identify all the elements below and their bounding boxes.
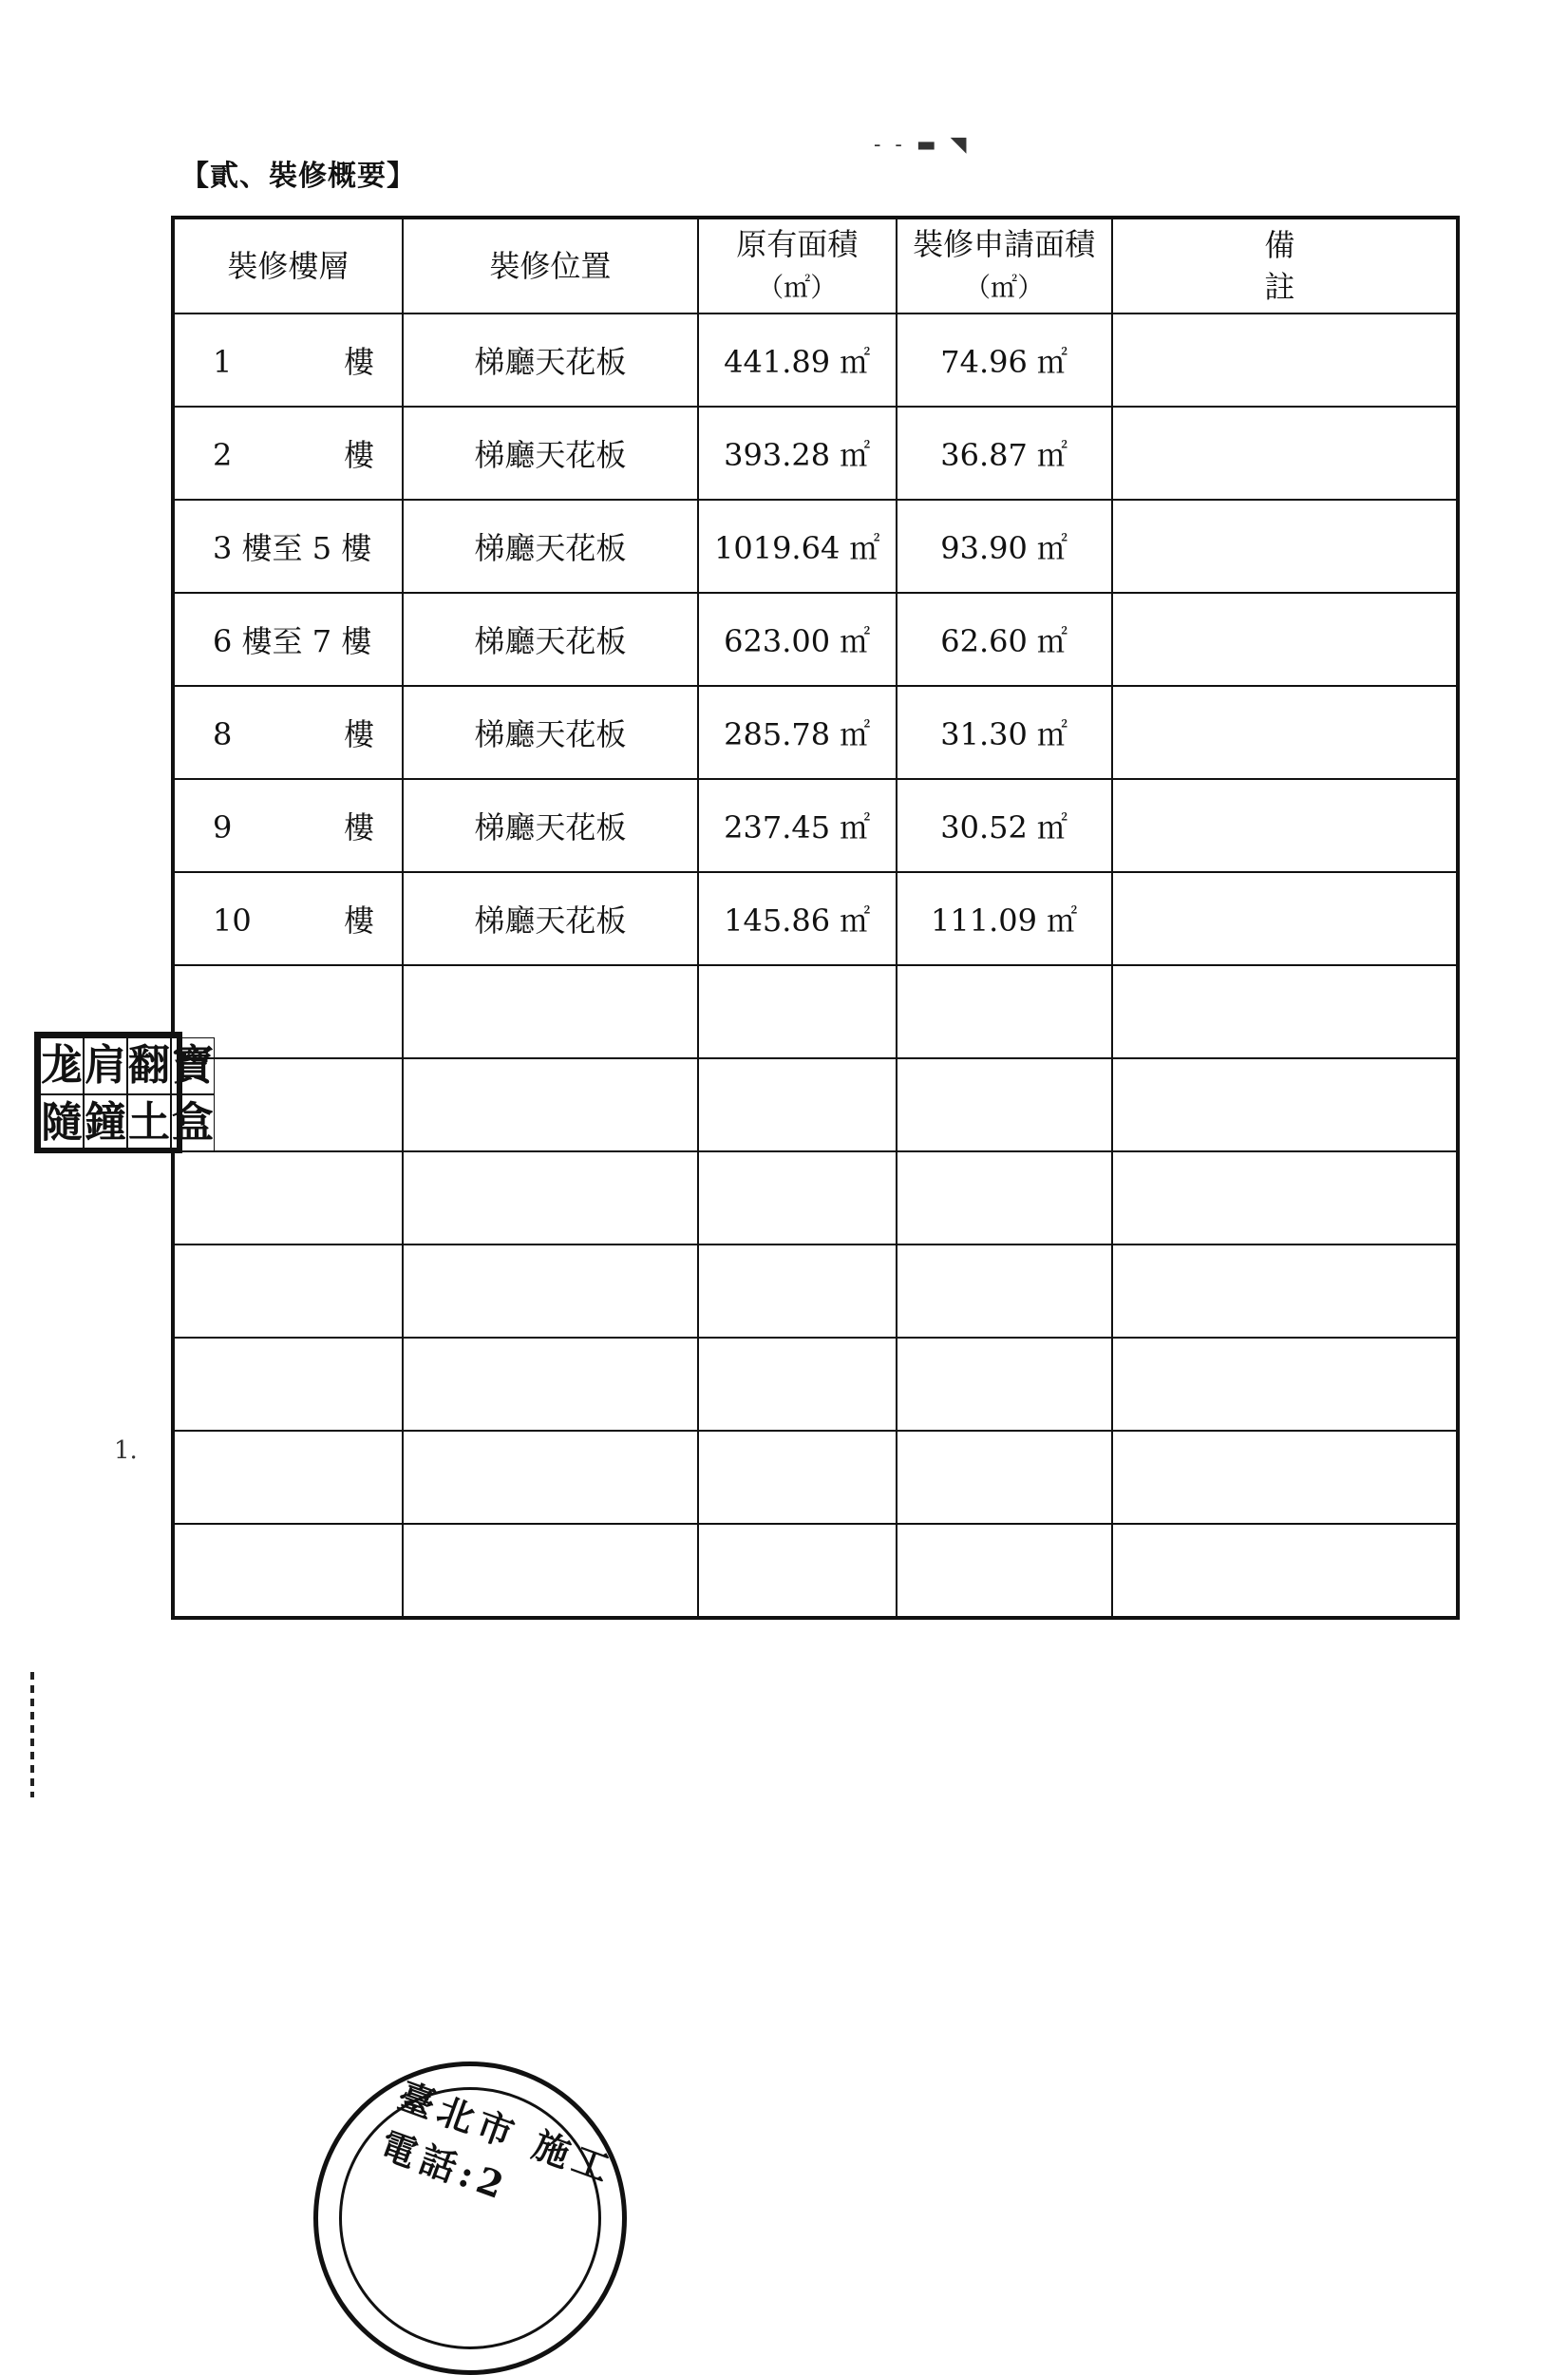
empty-cell xyxy=(897,1151,1112,1244)
empty-cell xyxy=(1112,1151,1458,1244)
floor-label xyxy=(213,431,374,475)
renovation-summary-table xyxy=(171,216,1460,1620)
company-seal-stamp xyxy=(34,1032,214,1153)
seal-glyph: 隨 xyxy=(40,1094,84,1151)
floor-cell xyxy=(173,500,403,593)
floor-number: 9 xyxy=(213,809,233,846)
floor-suffix: 樓 xyxy=(343,902,374,939)
empty-cell xyxy=(173,1151,403,1244)
note-cell xyxy=(1112,314,1458,407)
empty-cell xyxy=(698,1151,897,1244)
location-cell: 梯廳天花板 xyxy=(403,686,698,779)
original-area-cell: 623.00 ㎡ xyxy=(698,593,897,686)
floor-label xyxy=(213,897,374,940)
header-original-area-unit: （㎡） xyxy=(757,272,838,303)
floor-cell xyxy=(173,872,403,965)
original-area-cell: 441.89 ㎡ xyxy=(698,314,897,407)
floor-label xyxy=(213,338,374,382)
original-area-cell: 285.78 ㎡ xyxy=(698,686,897,779)
note-cell xyxy=(1112,407,1458,500)
table-row xyxy=(173,407,1458,500)
note-cell xyxy=(1112,872,1458,965)
note-cell xyxy=(1112,593,1458,686)
empty-cell xyxy=(403,1244,698,1338)
empty-cell xyxy=(173,1244,403,1338)
empty-cell xyxy=(698,1244,897,1338)
original-area-cell: 145.86 ㎡ xyxy=(698,872,897,965)
table-header-row xyxy=(173,218,1458,314)
location-cell: 梯廳天花板 xyxy=(403,593,698,686)
header-applied-area-unit: （㎡） xyxy=(964,272,1045,303)
location-cell: 梯廳天花板 xyxy=(403,407,698,500)
margin-mark: 1. xyxy=(114,1436,138,1465)
empty-cell xyxy=(1112,1338,1458,1431)
header-applied-area-label: 裝修申請面積 xyxy=(913,226,1096,262)
applied-area-cell: 111.09 ㎡ xyxy=(897,872,1112,965)
seal-glyph: 肩 xyxy=(84,1037,127,1094)
original-area-cell: 393.28 ㎡ xyxy=(698,407,897,500)
note-cell xyxy=(1112,500,1458,593)
empty-cell xyxy=(1112,1431,1458,1524)
empty-cell xyxy=(173,1431,403,1524)
empty-cell xyxy=(173,1338,403,1431)
table-row xyxy=(173,593,1458,686)
empty-cell xyxy=(403,1151,698,1244)
original-area-cell: 1019.64 ㎡ xyxy=(698,500,897,593)
applied-area-cell: 31.30 ㎡ xyxy=(897,686,1112,779)
empty-cell xyxy=(403,1431,698,1524)
section-title: 【貳、裝修概要】 xyxy=(180,160,416,193)
empty-cell xyxy=(173,1524,403,1618)
floor-suffix: 樓 xyxy=(343,809,374,846)
header-location: 裝修位置 xyxy=(403,218,698,314)
empty-cell xyxy=(698,1524,897,1618)
table-row-empty xyxy=(173,1151,1458,1244)
seal-glyph: 盒 xyxy=(171,1094,215,1151)
floor-number: 8 xyxy=(213,716,233,752)
table-row xyxy=(173,314,1458,407)
table-row xyxy=(173,779,1458,872)
location-cell: 梯廳天花板 xyxy=(403,779,698,872)
floor-number: 1 xyxy=(213,344,233,380)
empty-cell xyxy=(403,1338,698,1431)
floor-suffix: 樓 xyxy=(343,716,374,752)
location-cell: 梯廳天花板 xyxy=(403,314,698,407)
floor-suffix: 樓 xyxy=(343,344,374,380)
empty-cell xyxy=(897,965,1112,1058)
floor-cell xyxy=(173,779,403,872)
empty-cell xyxy=(1112,965,1458,1058)
floor-cell xyxy=(173,407,403,500)
table-row-empty xyxy=(173,1431,1458,1524)
table-row-empty xyxy=(173,1058,1458,1151)
floor-cell xyxy=(173,686,403,779)
floor-label xyxy=(213,804,374,847)
punch-margin-dashes xyxy=(30,1672,34,1797)
applied-area-cell: 30.52 ㎡ xyxy=(897,779,1112,872)
table-row-empty xyxy=(173,1524,1458,1618)
applied-area-cell: 93.90 ㎡ xyxy=(897,500,1112,593)
table-row-empty xyxy=(173,1244,1458,1338)
floor-cell xyxy=(173,593,403,686)
header-floor: 裝修樓層 xyxy=(173,218,403,314)
floor-label xyxy=(213,711,374,754)
floor-suffix: 樓 xyxy=(343,437,374,473)
floor-range: 6 樓至 7 樓 xyxy=(213,623,372,659)
table-row xyxy=(173,872,1458,965)
empty-cell xyxy=(897,1431,1112,1524)
empty-cell xyxy=(1112,1244,1458,1338)
note-cell xyxy=(1112,779,1458,872)
table-row xyxy=(173,500,1458,593)
original-area-cell: 237.45 ㎡ xyxy=(698,779,897,872)
empty-cell xyxy=(403,965,698,1058)
header-original-area xyxy=(698,218,897,314)
seal-glyph: 寶 xyxy=(171,1037,215,1094)
seal-glyph: 土 xyxy=(127,1094,171,1151)
note-cell xyxy=(1112,686,1458,779)
header-original-area-label: 原有面積 xyxy=(736,226,859,262)
floor-number: 2 xyxy=(213,437,233,473)
applied-area-cell: 36.87 ㎡ xyxy=(897,407,1112,500)
table-row-empty xyxy=(173,965,1458,1058)
table-row-empty xyxy=(173,1338,1458,1431)
floor-cell xyxy=(173,314,403,407)
empty-cell xyxy=(698,1431,897,1524)
applied-area-cell: 74.96 ㎡ xyxy=(897,314,1112,407)
seal-glyph: 鐘 xyxy=(84,1094,127,1151)
empty-cell xyxy=(897,1338,1112,1431)
seal-text: 臺北市 施工 電話:2 xyxy=(374,2074,621,2210)
header-note: 備註 xyxy=(1112,218,1458,314)
applied-area-cell: 62.60 ㎡ xyxy=(897,593,1112,686)
empty-cell xyxy=(403,1524,698,1618)
empty-cell xyxy=(1112,1524,1458,1618)
top-scribble: - - ▬ ◥ xyxy=(874,133,971,157)
floor-number: 10 xyxy=(213,902,252,939)
floor-range: 3 樓至 5 樓 xyxy=(213,530,372,566)
empty-cell xyxy=(698,1338,897,1431)
location-cell: 梯廳天花板 xyxy=(403,500,698,593)
empty-cell xyxy=(698,1058,897,1151)
empty-cell xyxy=(897,1244,1112,1338)
empty-cell xyxy=(698,965,897,1058)
empty-cell xyxy=(897,1058,1112,1151)
location-cell: 梯廳天花板 xyxy=(403,872,698,965)
empty-cell xyxy=(403,1058,698,1151)
seal-glyph: 翻 xyxy=(127,1037,171,1094)
header-applied-area xyxy=(897,218,1112,314)
seal-glyph: 尨 xyxy=(40,1037,84,1094)
official-seal-stamp xyxy=(313,2062,627,2375)
empty-cell xyxy=(1112,1058,1458,1151)
empty-cell xyxy=(897,1524,1112,1618)
table-row xyxy=(173,686,1458,779)
